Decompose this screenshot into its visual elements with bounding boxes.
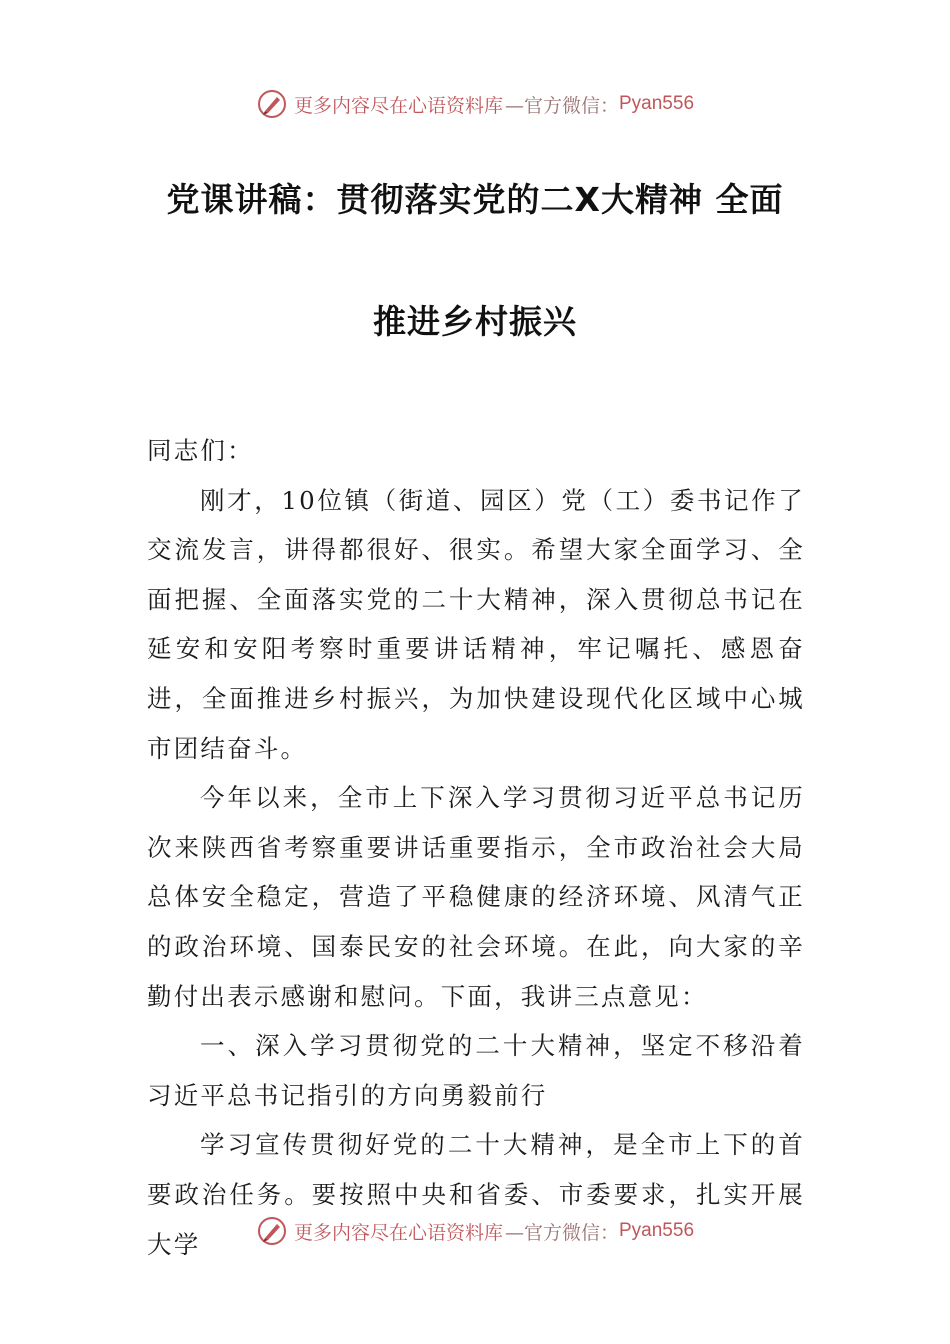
pen-logo-icon [256,88,288,120]
paragraph: 学习宣传贯彻好党的二十大精神，是全市上下的首要政治任务。要按照中央和省委、市委要求，扎实开展大学 [147,1130,805,1259]
watermark-wechat-label: —官方微信： [504,1221,619,1244]
watermark-wechat-id: Pyan556 [619,1220,695,1241]
paragraph: 刚才，10位镇（街道、园区）党（工）委书记作了交流发言，讲得都很好、很实。希望大家全面学习、全面把握、全面落实党的二十大精神，深入贯彻总书记在延安和安阳考察时重要讲话精神，牢记嘱托、感恩奋进，全面推进乡村振兴，为加快建设现代化区域中心城市团结奋斗。 [147,485,805,763]
watermark-text: 更多内容尽在心语资料库 [293,94,503,117]
section-heading: 一、深入学习贯彻党的二十大精神，坚定不移沿着习近平总书记指引的方向勇毅前行 [147,1031,805,1110]
document-title-line-1: 党课讲稿：贯彻落实党的二X大精神 全面 [166,180,784,219]
watermark-text: 更多内容尽在心语资料库 [293,1221,503,1244]
paragraph: 今年以来，全市上下深入学习贯彻习近平总书记历次来陕西省考察重要讲话重要指示，全市政治社会大局总体安全稳定，营造了平稳健康的经济环境、风清气正的政治环境、国泰民安的社会环境。在此，向大家的辛勤付出表示感谢和慰问。下面，我讲三点意见： [147,783,805,1011]
pen-logo-icon [256,1215,288,1247]
salutation: 同志们： [147,436,254,465]
document-title-line-2: 推进乡村振兴 [373,302,577,341]
watermark-banner-top [0,84,950,124]
watermark-wechat-id: Pyan556 [619,93,695,114]
watermark-banner-bottom [0,1211,950,1251]
watermark-wechat-label: —官方微信： [504,94,619,117]
document-body [147,426,805,1269]
